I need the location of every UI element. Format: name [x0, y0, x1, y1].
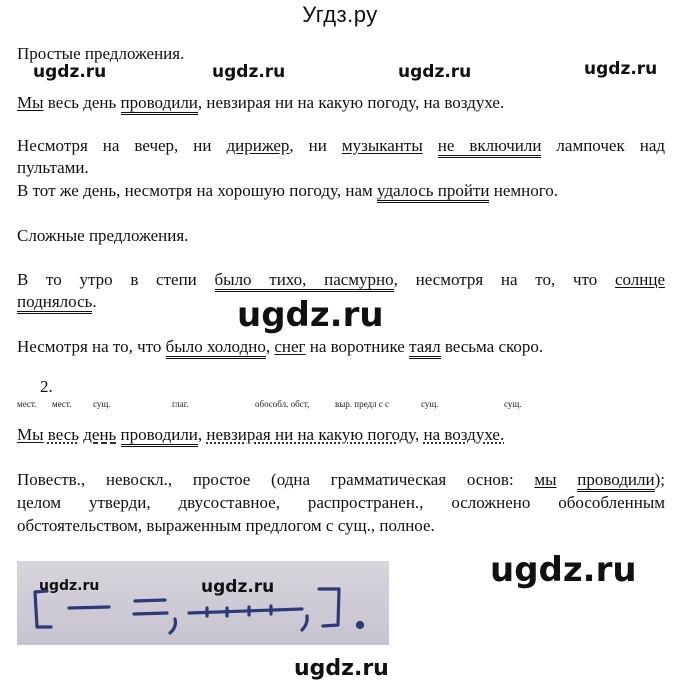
gram-label: обособл. обст,: [255, 399, 310, 409]
predicate: удалось пройти: [377, 181, 489, 203]
gram-label: сущ.: [93, 399, 111, 409]
predicate: проводили: [121, 93, 198, 115]
adverbial: день: [83, 425, 117, 444]
task-number: 2.: [40, 377, 53, 396]
adverbial: невзирая ни на какую погоду: [206, 425, 415, 444]
attribute: весь: [47, 425, 79, 444]
watermark: ugdz.ru: [584, 59, 658, 79]
gram-label: глаг.: [172, 399, 189, 409]
subject: Мы: [17, 425, 44, 444]
subject: дирижер: [226, 136, 290, 155]
complex-sentence-1-line2: поднялось.: [17, 291, 665, 313]
watermark: ugdz.ru: [33, 62, 107, 82]
watermark-large: ugdz.ru: [237, 295, 384, 335]
gram-label: сущ.: [421, 399, 439, 409]
analysis-line1: Повеств., невоскл., простое (одна грамматическая основ: мы проводили);: [17, 469, 665, 491]
adverbial: на воздухе.: [423, 425, 505, 444]
subject: снег: [274, 337, 306, 356]
complex-sentence-2: Несмотря на то, что было холодно, снег на воротнике таял весьма скоро.: [17, 336, 665, 358]
subject: мы: [534, 470, 557, 489]
heading-simple: Простые предложения.: [17, 44, 185, 63]
watermark: ugdz.ru: [398, 62, 472, 82]
heading-complex: Сложные предложения.: [17, 226, 189, 245]
gram-label: выр. предл с с: [335, 399, 390, 409]
analysis-line2: целом утверди, двусоставное, распространен., осложнено обособленным: [17, 493, 665, 512]
subject: музыканты: [341, 136, 423, 155]
complex-sentence-1-line1: В то утро в степи было тихо, пасмурно, несмотря на то, что солнце: [17, 269, 665, 291]
watermark: ugdz.ru: [212, 62, 286, 82]
predicate: проводили: [577, 470, 654, 492]
gram-label: сущ.: [504, 399, 522, 409]
watermark-large: ugdz.ru: [490, 550, 637, 590]
sentence-scheme-image: [17, 561, 389, 645]
predicate: было тихо, пасмурно: [215, 270, 394, 292]
analysis-line3: обстоятельством, выраженным предлогом с сущ., полное.: [17, 516, 435, 535]
predicate: не включили: [438, 136, 542, 158]
predicate: было холодно: [166, 337, 266, 359]
subject: Мы: [17, 93, 44, 112]
site-title: Угдз.ру: [302, 2, 378, 27]
simple-sentence-2-line1: Несмотря на вечер, ни дирижер, ни музыканты не включили лампочек над: [17, 135, 665, 157]
watermark: ugdz.ru: [39, 578, 100, 594]
predicate: таял: [409, 337, 441, 359]
simple-sentence-3: В тот же день, несмотря на хорошую погоду, нам удалось пройти немного.: [17, 180, 665, 202]
predicate: проводили: [121, 425, 198, 447]
parsed-sentence: Мы весь день проводили, невзирая ни на какую погоду, на воздухе.: [17, 424, 665, 446]
subject: солнце: [614, 270, 665, 289]
gram-label: мест.: [17, 399, 37, 409]
simple-sentence-2-line2: пультами.: [17, 158, 89, 177]
watermark: ugdz.ru: [201, 577, 275, 597]
simple-sentence-1: Мы весь день проводили, невзирая ни на какую погоду, на воздухе.: [17, 92, 665, 114]
predicate: поднялось: [17, 292, 92, 314]
handwritten-scheme: [17, 561, 389, 645]
watermark-bottom: ugdz.ru: [294, 656, 389, 681]
gram-label: мест.: [52, 399, 72, 409]
